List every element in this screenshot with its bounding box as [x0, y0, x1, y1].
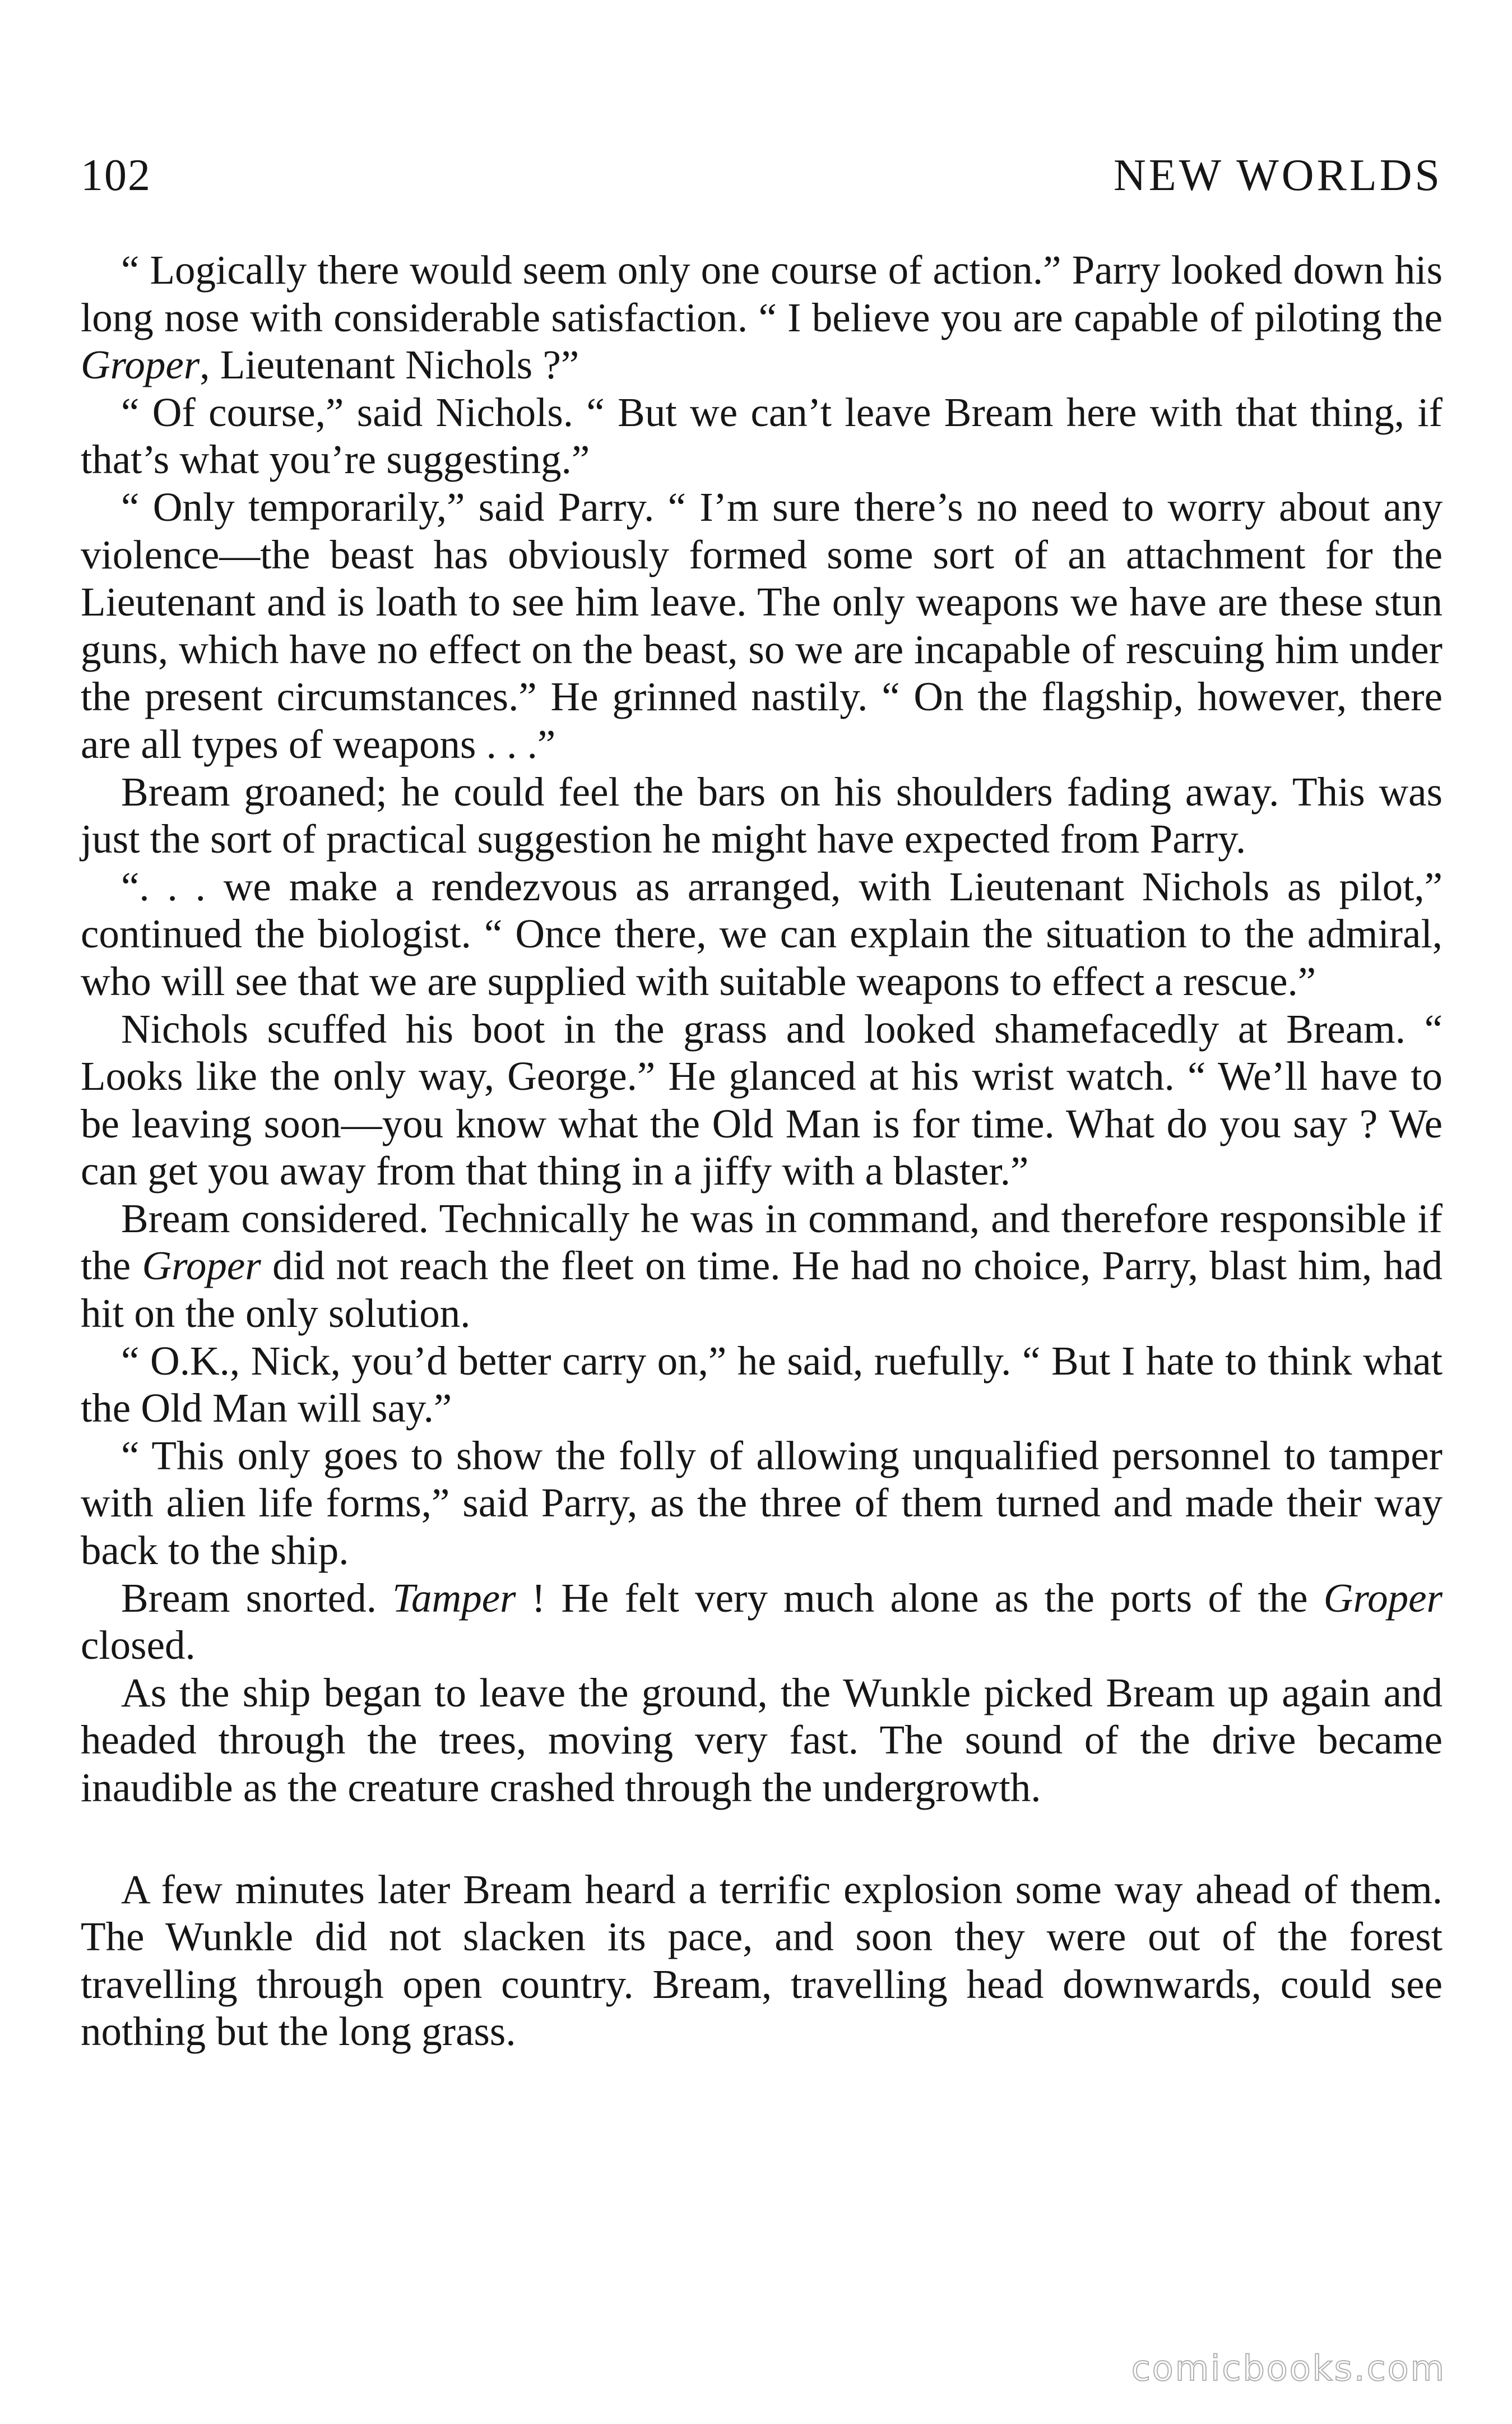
text-run: A few minutes later Bream heard a terrific explosion some way ahead of them. The Wunkle did not slacken its pace, and soon they were out of the forest travelling through open country. Bream, travelling head downwards, could see nothing but the long grass.	[81, 1866, 1443, 2055]
text-run: Nichols scuffed his boot in the grass and looked shamefacedly at Bream. “ Looks like the only way, George.” He glanced at his wrist watch. “ We’ll have to be leaving soon—you know what the Old Man is for time. What do you say ? We can get you away from that thing in a jiffy with a blaster.”	[81, 1006, 1443, 1194]
text-run: “ This only goes to show the folly of allowing unqualified personnel to tamper with alien life forms,” said Parry, as the three of them turned and made their way back to the ship.	[81, 1432, 1443, 1574]
page-number: 102	[81, 151, 151, 200]
paragraph	[81, 1006, 1443, 1195]
paragraph	[81, 389, 1443, 484]
text-run: ! He felt very much alone as the ports of the	[516, 1575, 1324, 1621]
paragraph	[81, 1866, 1443, 2056]
paragraph	[81, 769, 1443, 863]
paragraph	[81, 1338, 1443, 1432]
text-run: Bream considered. Technically he was in command, and therefore responsible if the	[81, 1195, 1443, 1289]
text-run: “ Logically there would seem only one course of action.” Parry looked down his long nose with considerable satisfaction. “ I believe you are capable of piloting the	[81, 247, 1443, 340]
paragraph	[81, 484, 1443, 769]
text-run: closed.	[81, 1622, 196, 1668]
running-title: NEW WORLDS	[1113, 151, 1443, 200]
italic-text: Tamper	[392, 1575, 516, 1621]
text-run: , Lieutenant Nichols ?”	[200, 342, 579, 388]
paragraph	[81, 1195, 1443, 1338]
italic-text: Groper	[81, 342, 200, 388]
book-page	[81, 0, 1443, 2424]
body-text	[81, 247, 1443, 2056]
text-run: Bream snorted.	[121, 1575, 393, 1621]
paragraph	[81, 1575, 1443, 1669]
italic-text: Groper	[1323, 1575, 1443, 1621]
text-run: did not reach the fleet on time. He had no choice, Parry, blast him, had hit on the only solution.	[81, 1243, 1443, 1336]
paragraph	[81, 863, 1443, 1006]
paragraph	[81, 1432, 1443, 1575]
watermark-text: comicbooks.com	[1131, 2348, 1446, 2389]
italic-text: Groper	[142, 1243, 261, 1289]
text-run: “ Of course,” said Nichols. “ But we can’t leave Bream here with that thing, if that’s what you’re suggesting.”	[81, 389, 1443, 483]
text-run: “ O.K., Nick, you’d better carry on,” he said, ruefully. “ But I hate to think what the Old Man will say.”	[81, 1338, 1443, 1431]
text-run: “. . . we make a rendezvous as arranged, with Lieutenant Nichols as pilot,” continued the biologist. “ Once there, we can explain the situation to the admiral, who will see that we are supplied with suitable weapons to effect a rescue.”	[81, 863, 1443, 1004]
text-run: As the ship began to leave the ground, the Wunkle picked Bream up again and headed through the trees, moving very fast. The sound of the drive became inaudible as the creature crashed through the undergrowth.	[81, 1669, 1443, 1810]
paragraph	[81, 247, 1443, 389]
text-run: “ Only temporarily,” said Parry. “ I’m sure there’s no need to worry about any violence—the beast has obviously formed some sort of an attachment for the Lieutenant and is loath to see him leave. The only weapons we have are these stun guns, which have no effect on the beast, so we are incapable of rescuing him under the present circumstances.” He grinned nastily. “ On the flagship, however, there are all types of weapons . . .”	[81, 484, 1443, 767]
text-run: Bream groaned; he could feel the bars on his shoulders fading away. This was just the sort of practical suggestion he might have expected from Parry.	[81, 769, 1443, 862]
paragraph	[81, 1669, 1443, 1812]
page-header	[81, 150, 1443, 206]
